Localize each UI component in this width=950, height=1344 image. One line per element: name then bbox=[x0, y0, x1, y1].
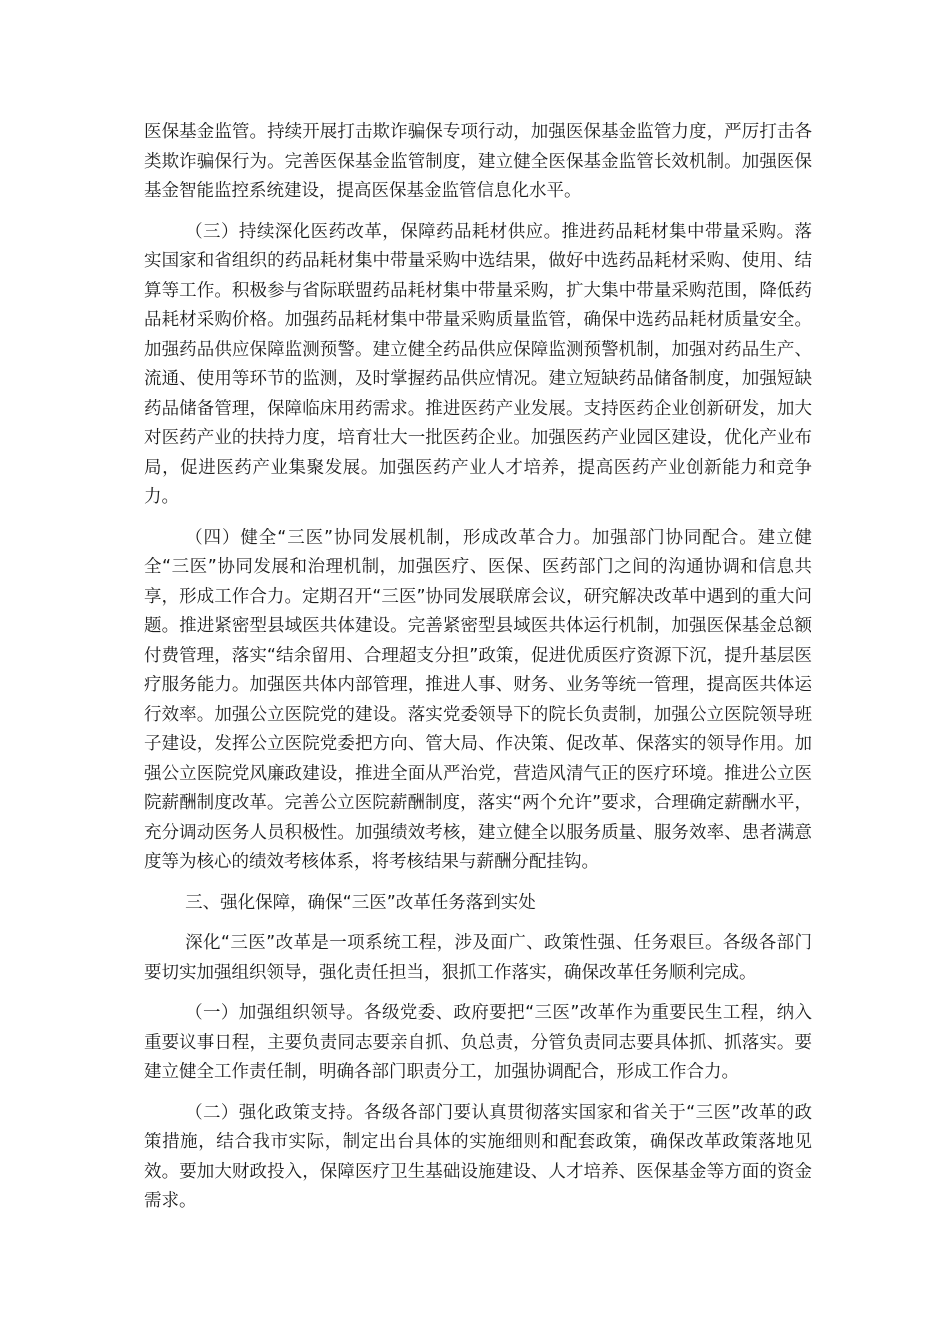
paragraph-policy-support: （二）强化政策支持。各级各部门要认真贯彻落实国家和省关于“三医”改革的政策措施，结合我市实际，制定出台具体的实施细则和配套政策，确保改革政策落地见效。要加大财政投入，保障医疗卫生基础设施建设、人才培养、医保基金等方面的资金需求。 bbox=[144, 1102, 812, 1211]
document-page bbox=[144, 118, 812, 1228]
section-heading-safeguards: 三、强化保障，确保“三医”改革任务落到实处 bbox=[185, 892, 536, 913]
paragraph-organizational-leadership: （一）加强组织领导。各级党委、政府要把“三医”改革作为重要民生工程，纳入重要议事日程，主要负责同志要亲自抓、负总责，分管负责同志要具体抓、抓落实。要建立健全工作责任制，明确各部门职责分工，加强协调配合，形成工作合力。 bbox=[144, 1003, 812, 1082]
paragraph-fund-supervision: 医保基金监管。持续开展打击欺诈骗保专项行动，加强医保基金监管力度，严厉打击各类欺诈骗保行为。完善医保基金监管制度，建立健全医保基金监管长效机制。加强医保基金智能监控系统建设，提高医保基金监管信息化水平。 bbox=[144, 122, 812, 201]
paragraph-safeguards-intro: 深化“三医”改革是一项系统工程，涉及面广、政策性强、任务艰巨。各级各部门要切实加强组织领导，强化责任担当，狠抓工作落实，确保改革任务顺利完成。 bbox=[144, 933, 812, 983]
paragraph-section-4-coordination: （四）健全“三医”协同发展机制，形成改革合力。加强部门协同配合。建立健全“三医”协同发展和治理机制，加强医疗、医保、医药部门之间的沟通协调和信息共享，形成工作合力。定期召开“三医”协同发展联席会议，研究解决改革中遇到的重大问题。推进紧密型县域医共体建设。完善紧密型县域医共体运行机制，加强医保基金总额付费管理，落实“结余留用、合理超支分担”政策，促进优质医疗资源下沉，提升基层医疗服务能力。加强医共体内部管理，推进人事、财务、业务等统一管理，提高医共体运行效率。加强公立医院党的建设。落实党委领导下的院长负责制，加强公立医院领导班子建设，发挥公立医院党委把方向、管大局、作决策、促改革、保落实的领导作用。加强公立医院党风廉政建设，推进全面从严治党，营造风清气正的医疗环境。推进公立医院薪酬制度改革。完善公立医院薪酬制度，落实“两个允许”要求，合理确定薪酬水平，充分调动医务人员积极性。加强绩效考核，建立健全以服务质量、服务效率、患者满意度等为核心的绩效考核体系，将考核结果与薪酬分配挂钩。 bbox=[144, 527, 812, 872]
paragraph-section-3-pharma-reform: （三）持续深化医药改革，保障药品耗材供应。推进药品耗材集中带量采购。落实国家和省组织的药品耗材集中带量采购中选结果，做好中选药品耗材采购、使用、结算等工作。积极参与省际联盟药品耗材集中带量采购，扩大集中带量采购范围，降低药品耗材采购价格。加强药品耗材集中带量采购质量监管，确保中选药品耗材质量安全。加强药品供应保障监测预警。建立健全药品供应保障监测预警机制，加强对药品生产、流通、使用等环节的监测，及时掌握药品供应情况。建立短缺药品储备制度，加强短缺药品储备管理，保障临床用药需求。推进医药产业发展。支持医药企业创新研发，加大对医药产业的扶持力度，培育壮大一批医药企业。加强医药产业园区建设，优化产业布局，促进医药产业集聚发展。加强医药产业人才培养，提高医药产业创新能力和竞争力。 bbox=[144, 221, 812, 507]
